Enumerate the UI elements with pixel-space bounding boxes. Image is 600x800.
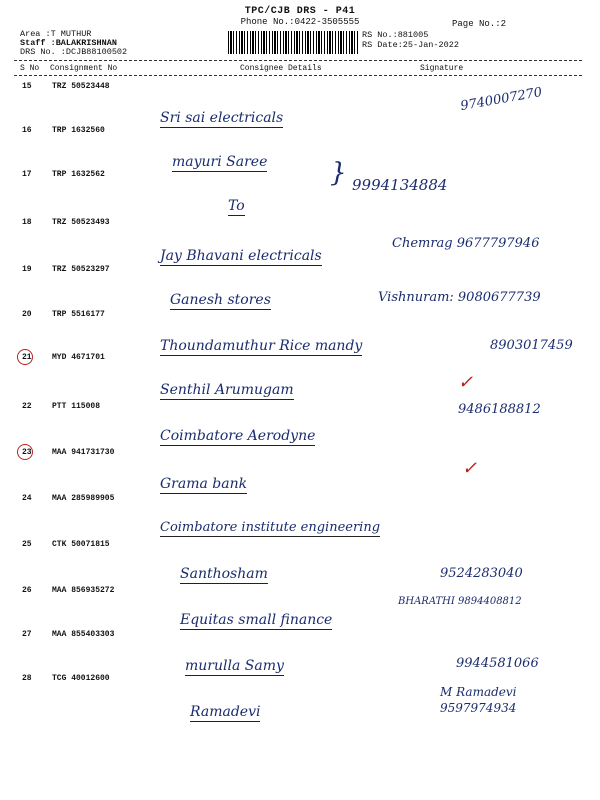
- row-sno: 20: [22, 310, 32, 319]
- row-sno: 23: [22, 448, 32, 457]
- col-consignment: Consignment No: [50, 64, 118, 73]
- row-consignee: Sri sai electricals: [160, 110, 284, 126]
- row-consignee: Santhosham: [180, 566, 268, 582]
- row-consignment: MYD 4671701: [52, 353, 105, 362]
- row-consignment: CTK 50071815: [52, 540, 110, 549]
- row-signature: M Ramadevi 9597974934: [440, 685, 517, 715]
- row-consignee: Jay Bhavani electricals: [160, 248, 322, 264]
- barcode: [228, 31, 360, 54]
- rs-number: RS No.:881005: [362, 30, 429, 40]
- row-consignee: Coimbatore Aerodyne: [160, 428, 316, 444]
- row-consignment: TRZ 50523297: [52, 265, 110, 274]
- row-consignee: Senthil Arumugam: [160, 382, 294, 398]
- header-rule-top: [14, 60, 582, 61]
- row-consignment: TRP 1632560: [52, 126, 105, 135]
- staff-label: Staff :BALAKRISHNAN: [20, 38, 117, 48]
- row-consignee: Thoundamuthur Rice mandy: [160, 338, 363, 354]
- row-consignment: TCG 40012600: [52, 674, 110, 683]
- row-sno: 27: [22, 630, 32, 639]
- row-signature: 9740007270: [459, 84, 544, 115]
- red-checkmark: ✓: [462, 458, 478, 479]
- row-consignment: MAA 855403303: [52, 630, 115, 639]
- row-consignment: TRZ 50523493: [52, 218, 110, 227]
- row-consignee: Ramadevi: [190, 704, 261, 720]
- row-signature: 8903017459: [490, 338, 573, 353]
- row-sno: 19: [22, 265, 32, 274]
- row-signature: 9486188812: [458, 402, 541, 417]
- row-sno: 22: [22, 402, 32, 411]
- row-consignment: PTT 115008: [52, 402, 101, 411]
- area-label: Area :T MUTHUR: [20, 29, 92, 39]
- row-signature: 9944581066: [456, 656, 539, 671]
- col-signature: Signature: [420, 64, 464, 73]
- phone-number: Phone No.:0422-3505555: [240, 17, 360, 27]
- row-consignee: murulla Samy: [185, 658, 284, 674]
- row-signature: 9994134884: [352, 176, 448, 194]
- row-sno: 28: [22, 674, 32, 683]
- row-consignee: To: [228, 198, 245, 214]
- row-sno: 16: [22, 126, 32, 135]
- red-checkmark: ✓: [458, 372, 474, 393]
- row-consignment: MAA 941731730: [52, 448, 115, 457]
- row-signature: 9524283040: [440, 566, 523, 581]
- row-consignment: MAA 856935272: [52, 586, 115, 595]
- row-sno: 18: [22, 218, 32, 227]
- header-rule-bottom: [14, 75, 582, 76]
- row-sno: 17: [22, 170, 32, 179]
- col-sno: S No: [20, 64, 40, 73]
- row-consignment: TRP 5516177: [52, 310, 105, 319]
- rs-date: RS Date:25-Jan-2022: [362, 40, 459, 50]
- row-consignment: TRZ 50523448: [52, 82, 110, 91]
- drs-title: TPC/CJB DRS - P41: [244, 6, 356, 17]
- row-sno: 25: [22, 540, 32, 549]
- row-consignment: TRP 1632562: [52, 170, 105, 179]
- row-consignee: mayuri Saree: [172, 154, 268, 170]
- row-consignee: Grama bank: [160, 476, 248, 492]
- col-consignee: Consignee Details: [240, 64, 322, 73]
- page-number: Page No.:2: [452, 19, 507, 29]
- row-consignee: Coimbatore institute engineering: [160, 520, 381, 535]
- row-sno: 15: [22, 82, 32, 91]
- row-consignee: Equitas small finance: [180, 612, 333, 628]
- row-consignment: MAA 285989905: [52, 494, 115, 503]
- row-consignee: Ganesh stores: [170, 292, 271, 308]
- brace-mark: }: [330, 158, 347, 188]
- row-sno: 24: [22, 494, 32, 503]
- row-sno: 21: [22, 353, 32, 362]
- row-signature: Chemrag 9677797946: [392, 236, 540, 251]
- row-signature: Vishnuram: 9080677739: [378, 290, 541, 305]
- drs-number: DRS No. :DCJB88100502: [20, 47, 128, 57]
- row-signature: BHARATHI 9894408812: [398, 596, 522, 607]
- row-sno: 26: [22, 586, 32, 595]
